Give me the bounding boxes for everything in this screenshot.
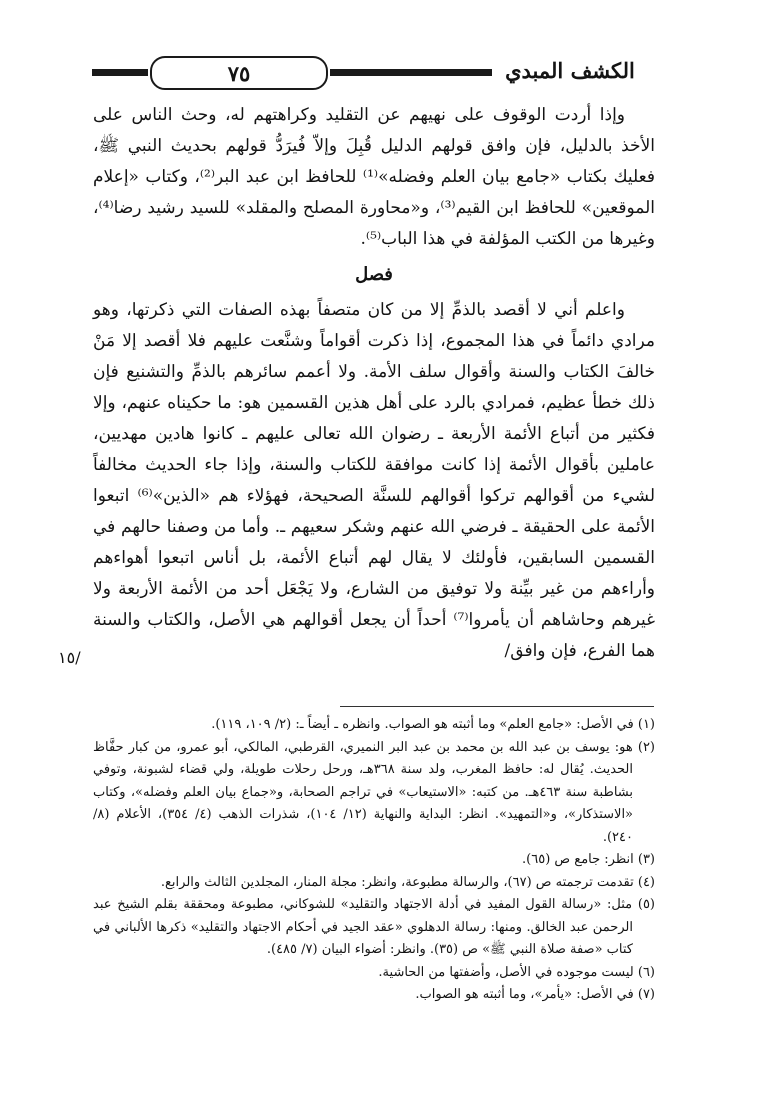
header-rule-left [92,69,148,76]
footnote-7: (٧) في الأصل: «يأمر»، وما أثبته هو الصواب. [415,987,655,1002]
manuscript-page-marker: ١٥/ [58,648,81,667]
book-title: الكشف المبدي [505,58,635,83]
footnotes [93,714,655,1007]
footnote-5: (٥) مثل: «رسالة القول المفيد في أدلة الاجتهاد والتقليد» للشوكاني، مطبوعة ومحققة بقلم الشيخ عبد الرحمن عبد الخالق. ومنها: رسالة الدهلوي «عقد الجيد في أحكام الاجتهاد والتقليد» ذكرها الألباني في كتاب «صفة صلاة النبي ﷺ» ص (٣٥). وانظر: أضواء البيان (٧/ ٤٨٥). [93,897,655,957]
footnote-2: (٢) هو: يوسف بن عبد الله بن محمد بن عبد البر النميري، القرطبي، المالكي، أبو عمرو، من كبار حفَّاظ الحديث. يُقال له: حافظ المغرب، ولد سنة ٣٦٨هـ، ورحل رحلات طويلة، ولي قضاء لشبونة، وتوفي بشاطبة سنة ٤٦٣هـ. من كتبه: «الاستيعاب» في تراجم الصحابة، و«جماع بيان العلم وفضله»، وكتاب «الاستذكار»، و«التمهيد». انظر: البداية والنهاية (١٢/ ١٠٤)، شذرات الذهب (٤/ ٣٥٤)، الأعلام (٨/ ٢٤٠). [93,739,655,845]
main-text [93,100,655,667]
footnote-6: (٦) ليست موجوده في الأصل، وأضفتها من الحاشية. [378,964,655,980]
footnote-4: (٤) تقدمت ترجمته ص (٦٧)، والرسالة مطبوعة، وانظر: مجلة المنار، المجلدين الثالث والرابع. [160,874,655,890]
paragraph-1: وإذا أردت الوقوف على نهيهم عن التقليد وكراهتهم له، وحث الناس على الأخذ بالدليل، فإن وافق قولهم الدليل قُبِلَ وإلاّ فُيرَدُّ قولهم بحديث النبي ﷺ، فعليك بكتاب «جامع بيان العلم وفضله»⁽¹⁾ للحافظ ابن عبد البر⁽²⁾، وكتاب «إعلام الموقعين» للحافظ ابن القيم⁽³⁾، و«محاورة المصلح والمقلد» للسيد رشيد رضا⁽⁴⁾، وغيرها من الكتب المؤلفة في هذا الباب⁽⁵⁾. [93,105,655,249]
page-number-box [150,56,328,90]
paragraph-2: واعلم أني لا أقصد بالذمِّ إلا من كان متصفاً بهذه الصفات التي ذكرتها، وهو مرادي دائماً في هذا المجموع، إذا ذكرت أقواماً وشنَّعت عليهم فلا أقصد إلا مَنْ خالفَ الكتاب والسنة وأقوال سلف الأمة. ولا أعمم سائرهم بالذمِّ والتشنيع فإن ذلك خطأ عظيم، فمرادي بالرد على أهل هذين القسمين هو: ما حكيناه عنهم، وإلا فكثير من أتباع الأئمة الأربعة ـ رضوان الله تعالى عليهم ـ كانوا هادين مهديين، عاملين بأقوال الأئمة إذا كانت موافقة للكتاب والسنة، وإذا جاء الحديث مخالفاً لشيء من أقوالهم تركوا أقوالهم للسنَّة الصحيحة، فهؤلاء هم «الذين»⁽⁶⁾ اتبعوا الأئمة على الحقيقة ـ فرضي الله عنهم وشكر سعيهم ـ. وأما من وصفنا حالهم في القسمين السابقين، فأولئك لا يقال لهم أتباع الأئمة، بل أناس اتبعوا أهواءهم وأراءهم من غير بيِّنة ولا توفيق من الشارع، ولا يَجْعَل أحد من الأئمة الأربعة ولا غيرهم وحاشاهم أن يأمروا⁽⁷⁾ أحداً أن يجعل أقوالهم هي الأصل، والكتاب والسنة هما الفرع، فإن وافق/ [93,300,655,661]
page-number: ٧٥ [227,60,251,86]
running-header [92,54,650,94]
header-rule-right [330,69,492,76]
footnote-divider [340,706,654,707]
footnote-1: (١) في الأصل: «جامع العلم» وما أثبته هو الصواب. وانظره ـ أيضاً ـ: (٢/ ١٠٩، ١١٩). [211,717,655,732]
section-heading: فصل [355,264,393,285]
footnote-3: (٣) انظر: جامع ص (٦٥). [522,852,655,867]
